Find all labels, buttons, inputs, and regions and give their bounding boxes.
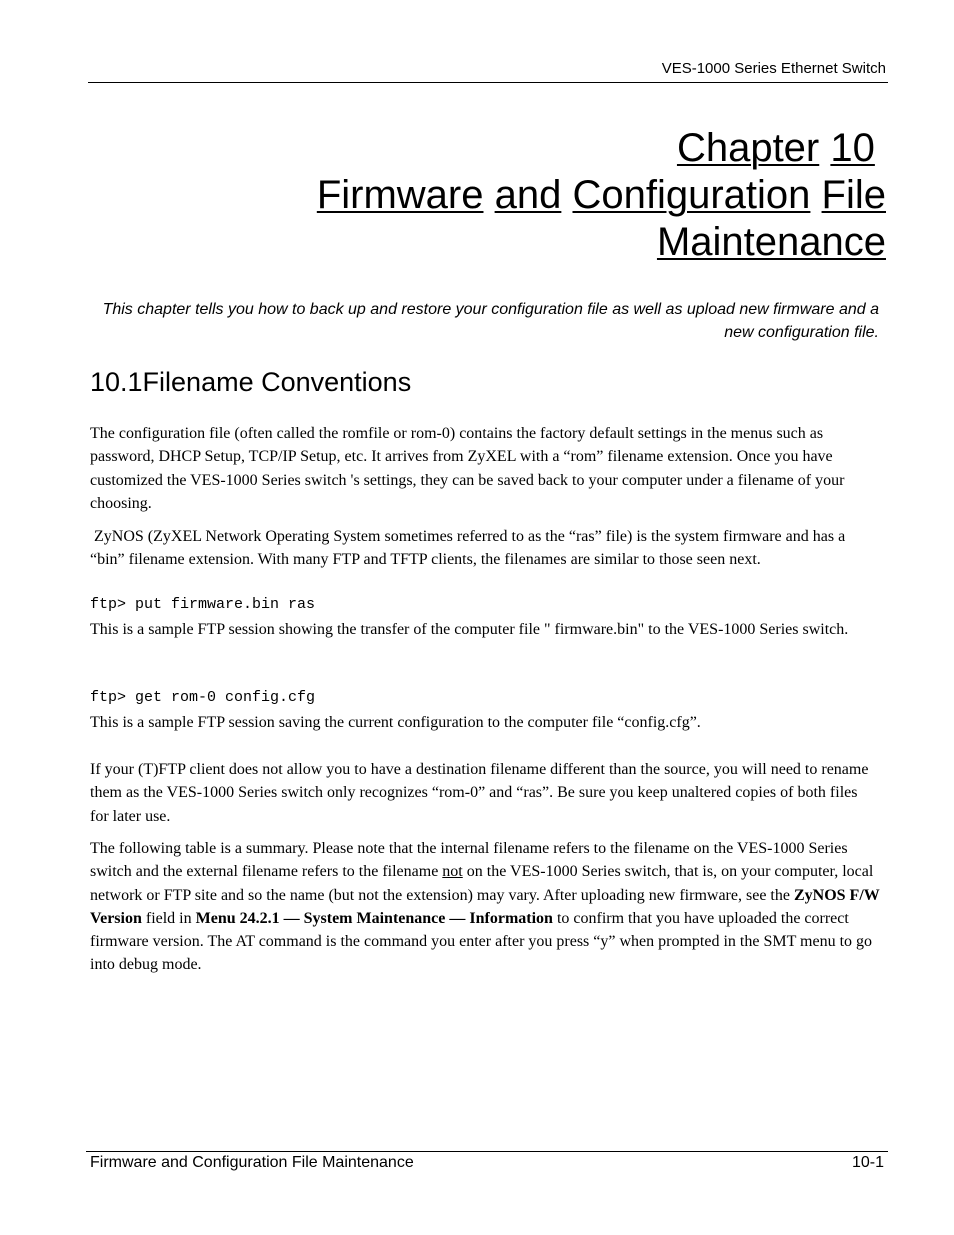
body-paragraph-2: ZyNOS (ZyXEL Network Operating System sometimes referred to as the “ras” file) is the system firmware and has a “bin” filename extension. With many FTP and TFTP clients, the filenames are similar to those seen next. bbox=[90, 528, 850, 569]
title-word: File bbox=[821, 173, 886, 217]
title-word: Configuration bbox=[572, 173, 811, 217]
chapter-intro: This chapter tells you how to back up and restore your configuration file as well as upload new firmware and a new configuration file. bbox=[102, 301, 879, 341]
chapter-title-line-1 bbox=[186, 125, 886, 172]
menu-reference: Menu 24.2.1 — System Maintenance — Information bbox=[195, 909, 553, 927]
body-paragraph-1: The configuration file (often called the romfile or rom-0) contains the factory default settings in the menus such as password, DHCP Setup, TCP/IP Setup, etc. It arrives from ZyXEL with a “rom” filename extension. Once you have customized the VES-1000 Series switch 's settings, they can be saved back to your computer under a filename of your choosing. bbox=[90, 425, 845, 512]
body-paragraph-6 bbox=[90, 837, 880, 977]
footer-title: Firmware and Configuration File Maintenance bbox=[90, 1154, 414, 1171]
body-paragraph-4: This is a sample FTP session saving the current configuration to the computer file “config.cfg”. bbox=[90, 714, 701, 731]
title-word: Maintenance bbox=[656, 220, 886, 264]
chapter-word: Chapter bbox=[676, 126, 820, 170]
footer-rule bbox=[86, 1151, 888, 1152]
title-word: and bbox=[494, 173, 562, 217]
chapter-number: 10 bbox=[830, 126, 875, 170]
section-heading: 10.1Filename Conventions bbox=[90, 367, 412, 397]
body-paragraph-5: If your (T)FTP client does not allow you to have a destination filename different than the source, you will need to rename them as the VES-1000 Series switch only recognizes “rom-0” and “ras”. Be sure you keep unaltered copies of both files for later use. bbox=[90, 761, 869, 825]
text-run: field in bbox=[141, 909, 196, 927]
text-run: The following table is a summary. Please note that the internal filename refers to the filename on the VES-1000 Series switch and the external filename refers to the filename bbox=[90, 840, 848, 881]
page-number: 10-1 bbox=[851, 1154, 884, 1171]
field-name: ZyNOS F/W Version bbox=[90, 886, 880, 927]
body-paragraph-3: This is a sample FTP session showing the transfer of the computer file " firmware.bin" to the VES-1000 Series switch. bbox=[90, 621, 849, 638]
code-sample-put: ftp> put firmware.bin ras bbox=[90, 596, 316, 613]
running-header: VES-1000 Series Ethernet Switch bbox=[661, 60, 886, 77]
text-run: on the VES-1000 Series switch, that is, on your computer, local network or FTP site and so the name (but not the extension) may vary. After uploading new firmware, see the bbox=[90, 863, 874, 904]
chapter-title-line-2 bbox=[186, 172, 886, 219]
header-rule bbox=[88, 82, 888, 83]
chapter-title bbox=[186, 125, 886, 266]
code-sample-get: ftp> get rom-0 config.cfg bbox=[90, 689, 316, 706]
title-word: Firmware bbox=[316, 173, 484, 217]
text-run: to confirm that you have uploaded the correct firmware version. The AT command is the command you enter after you press “y” when prompted in the SMT menu to go into debug mode. bbox=[90, 909, 873, 974]
emphasis-not: not bbox=[442, 863, 463, 881]
chapter-title-line-3 bbox=[186, 219, 886, 266]
